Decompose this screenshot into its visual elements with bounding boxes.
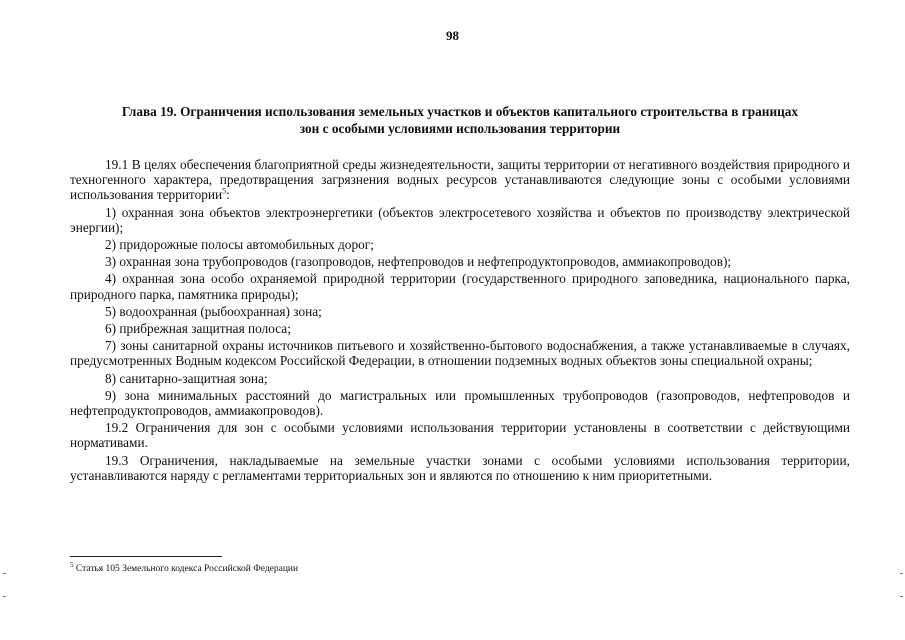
scan-mark [900, 596, 903, 597]
list-item: 3) охранная зона трубопроводов (газопроводов, нефтепроводов и нефтепродуктопроводов, аммиакопроводов); [105, 254, 732, 270]
scan-mark [3, 573, 6, 574]
paragraph-19-1-colon: : [226, 187, 230, 203]
list-item: 8) санитарно-защитная зона; [105, 370, 268, 386]
footnote [70, 560, 850, 575]
footnote-text: Статья 105 Земельного кодекса Российской Федерации [73, 564, 299, 574]
list-item: 9) зона минимальных расстояний до магистральных или промышленных трубопроводов (газопроводов, нефтепроводов и нефтепродуктопроводов, аммиакопроводов). [70, 387, 850, 419]
list-item: 7) зоны санитарной охраны источников питьевого и хозяйственно-бытового водоснабжения, а также устанавливаемые в случаях, предусмотренных Водным кодексом Российской Федерации, в отношении подземных водных объектов зоны специальной охраны; [70, 338, 850, 369]
scan-mark [3, 596, 6, 597]
chapter-title [70, 103, 850, 137]
paragraph-19-2: 19.2 Ограничения для зон с особыми условиями использования территории установлены в соответствии с действующими нормативами. [70, 420, 850, 451]
footnote-reference: 5 [222, 186, 227, 196]
list-item: 2) придорожные полосы автомобильных дорог; [105, 237, 374, 253]
list-item: 5) водоохранная (рыбоохранная) зона; [105, 303, 322, 319]
list-item: 6) прибрежная защитная полоса; [105, 321, 291, 337]
paragraph-19-3: 19.3 Ограничения, накладываемые на земельные участки зонами с особыми условиями использования территории, устанавливаются наряду с регламентами территориальных зон и являются по отношению к ним приоритетными. [70, 452, 850, 483]
footnote-divider [70, 556, 222, 557]
paragraph-19-1-text: 19.1 В целях обеспечения благоприятной среды жизнедеятельности, защиты территории от негативного воздействия природного и техногенного характера, предотвращения загрязнения водных ресурсов устанавливаются следующие зоны с особыми условиями использования территории [70, 157, 850, 203]
paragraph-19-1-intro [70, 157, 850, 203]
page-number: 98 [446, 28, 459, 43]
scan-mark [900, 573, 903, 574]
list-item: 4) охранная зона особо охраняемой природной территории (государственного природного заповедника, национального парка, природного парка, памятника природы); [70, 271, 850, 302]
chapter-title-line-1: Глава 19. Ограничения использования земельных участков и объектов капитального строительства в границах [121, 104, 799, 119]
list-item: 1) охранная зона объектов электроэнергетики (объектов электросетевого хозяйства и объектов по производству электрической энергии); [70, 204, 850, 235]
footnote-marker: 5 [70, 560, 74, 569]
chapter-body [70, 157, 850, 485]
chapter-title-line-2: зон с особыми условиями использования территории [299, 121, 621, 136]
